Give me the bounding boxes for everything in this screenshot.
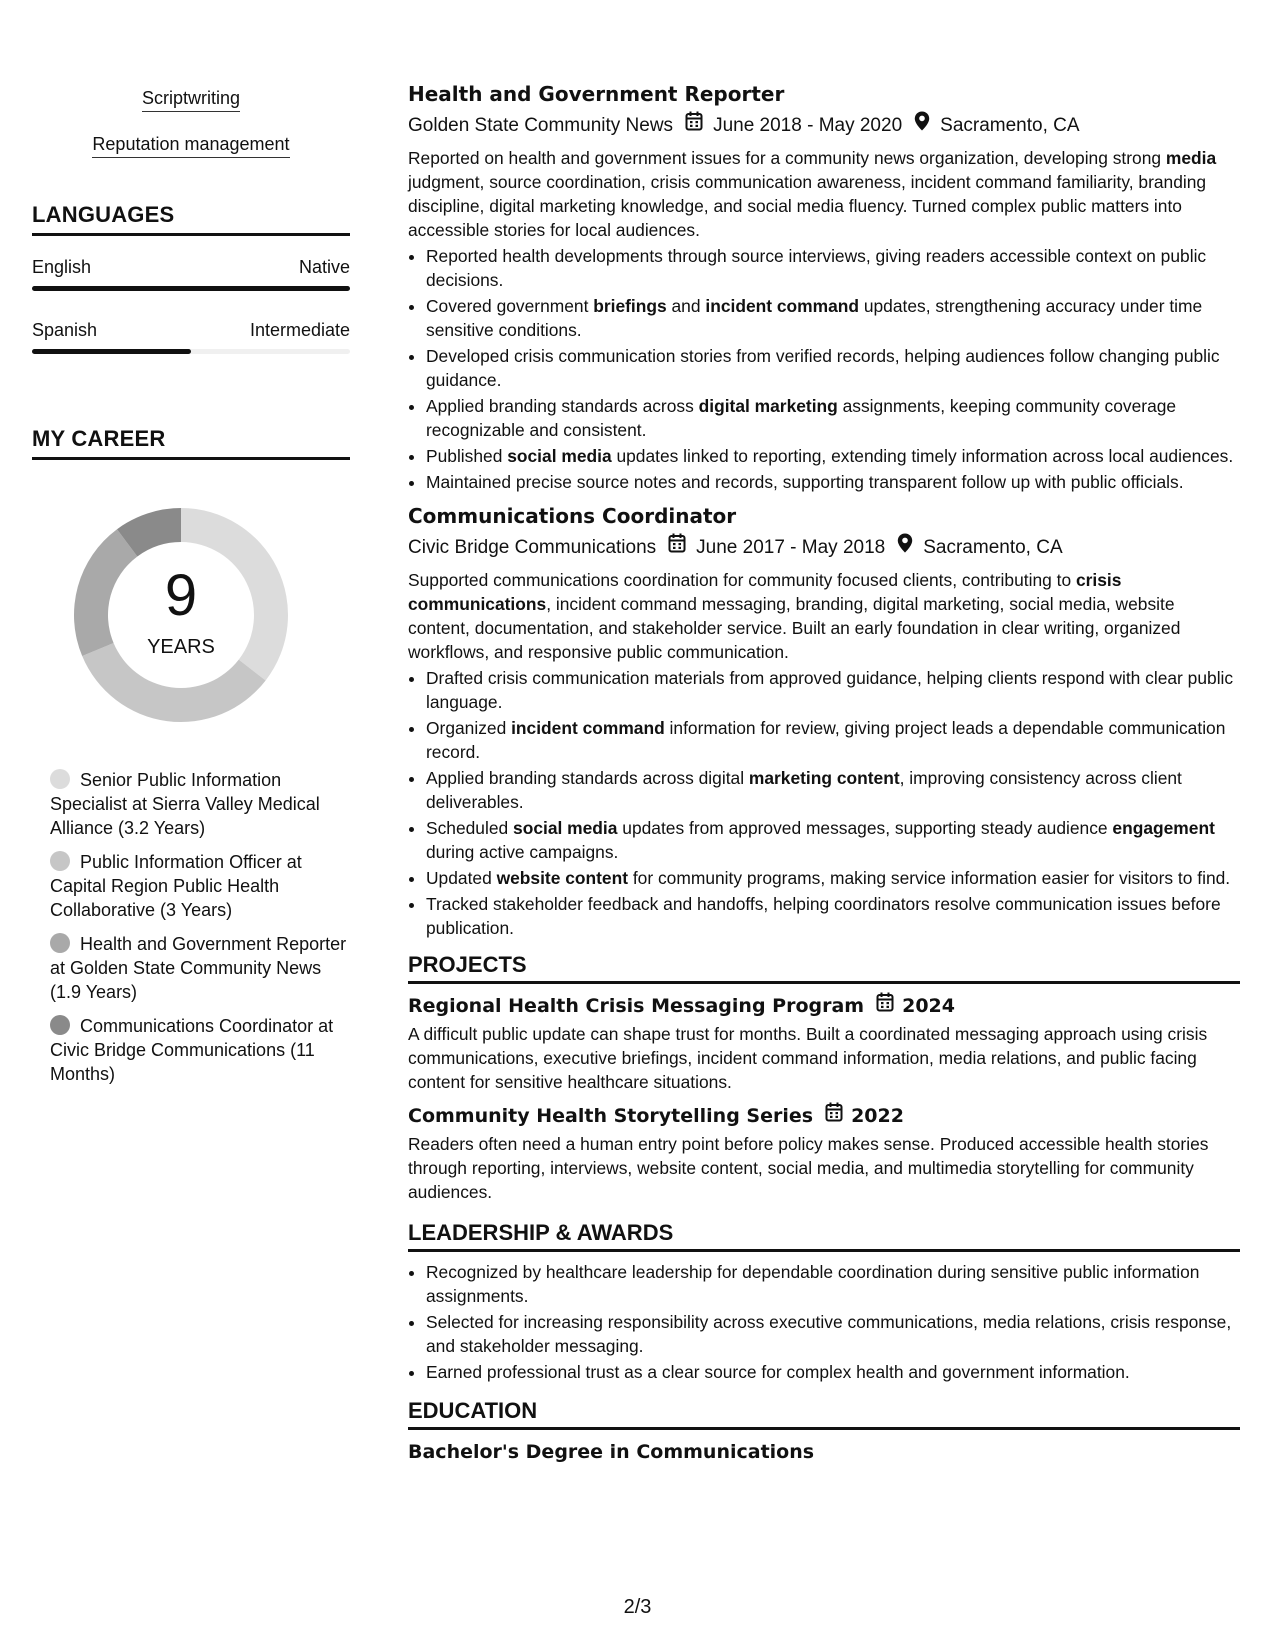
language-level-fill [32, 349, 191, 354]
text-run: Published [426, 446, 508, 466]
job-bullet [426, 244, 1240, 292]
bold-keyword: incident command [705, 296, 859, 316]
job-dates: June 2018 - May 2020 [713, 114, 903, 136]
text-run: updates, strengthening accuracy under time sensitive conditions. [426, 296, 1203, 340]
bold-keyword: briefings [593, 296, 667, 316]
map-pin-icon [897, 533, 913, 562]
project-entry [408, 1102, 1240, 1204]
job-summary [408, 568, 1240, 664]
legend-dot [50, 769, 70, 789]
career-legend-item: Communications Coordinator at Civic Bridge Communications (11 Months) [50, 1016, 334, 1084]
text-run: judgment, source coordination, crisis communication awareness, incident command familiarity, branding discipline, digital marketing knowledge, and social media fluency. Turned complex public matters into accessible stories for local audiences. [408, 172, 1207, 240]
text-run: Tracked stakeholder feedback and handoffs, helping coordinators resolve communication issues before publication. [426, 894, 1221, 938]
leadership-item: • Earned professional trust as a clear source for complex health and government information. [426, 1360, 1240, 1384]
legend-dot [50, 851, 70, 871]
job-title: Health and Government Reporter [408, 82, 785, 106]
career-legend-item: Health and Government Reporter at Golden State Community News (1.9 Years) [50, 934, 347, 1002]
text-run: Reported on health and government issues for a community news organization, developing strong [408, 148, 1166, 168]
job-company: Civic Bridge Communications [408, 536, 657, 558]
bold-keyword: social media [513, 818, 618, 838]
job-bullets [408, 666, 1240, 940]
job-bullets [408, 244, 1240, 494]
text-run: , improving consistency across client deliverables. [426, 768, 1182, 812]
language-level-bar [32, 286, 350, 291]
calendar-icon [668, 533, 686, 562]
leadership-list [408, 1260, 1240, 1384]
job-location: Sacramento, CA [940, 114, 1080, 136]
text-run: information for review, giving project leads a dependable communication record. [426, 718, 1226, 762]
project-title: Community Health Storytelling Series [408, 1105, 814, 1127]
job-bullet [426, 816, 1240, 864]
job-location: Sacramento, CA [923, 536, 1063, 558]
bold-keyword: crisis communications [408, 570, 1122, 614]
job-entry [408, 80, 1240, 494]
job-bullet [426, 716, 1240, 764]
language-level: Native [298, 257, 350, 277]
bold-keyword: digital marketing [698, 396, 838, 416]
project-entry [408, 992, 1240, 1094]
bold-keyword: incident command [511, 718, 665, 738]
bold-keyword: engagement [1112, 818, 1215, 838]
education-heading: EDUCATION [408, 1398, 1240, 1430]
text-run: Developed crisis communication stories from verified records, helping audiences follow changing public guidance. [426, 346, 1220, 390]
calendar-icon [825, 1102, 843, 1130]
job-bullet [426, 866, 1240, 890]
project-year: 2022 [851, 1105, 904, 1127]
text-run: Drafted crisis communication materials from approved guidance, helping clients respond with clear public language. [426, 668, 1234, 712]
text-run: , incident command messaging, branding, digital marketing, social media, website content, documentation, and stakeholder service. Built an early foundation in clear writing, organized workflows, and responsive public communication. [408, 594, 1181, 662]
job-bullet [426, 444, 1240, 468]
language-name: English [32, 257, 92, 277]
text-run: Scheduled [426, 818, 514, 838]
job-bullet [426, 294, 1240, 342]
job-bullet [426, 666, 1240, 714]
job-bullet [426, 344, 1240, 392]
bold-keyword: marketing content [748, 768, 900, 788]
text-run: Reported health developments through source interviews, giving readers accessible context on public decisions. [426, 246, 1207, 290]
leadership-heading: LEADERSHIP & AWARDS [408, 1220, 1240, 1252]
skill-tag: Reputation management [32, 132, 350, 158]
skill-tag: Scriptwriting [32, 86, 350, 112]
calendar-icon [685, 111, 703, 140]
job-title: Communications Coordinator [408, 504, 737, 528]
job-dates: June 2017 - May 2018 [696, 536, 886, 558]
bold-keyword: social media [507, 446, 612, 466]
bold-keyword: website content [496, 868, 629, 888]
project-title-row [408, 1102, 1240, 1130]
job-entry [408, 502, 1240, 940]
language-name: Spanish [32, 320, 98, 340]
bold-keyword: media [1165, 148, 1217, 168]
language-item [32, 256, 350, 291]
job-company: Golden State Community News [408, 114, 674, 136]
career-donut-chart [66, 500, 296, 730]
skills-list [32, 86, 350, 158]
projects-heading: PROJECTS [408, 952, 1240, 984]
text-run: Applied branding standards across [426, 396, 699, 416]
calendar-icon [876, 992, 894, 1020]
career-heading: MY CAREER [32, 426, 350, 460]
right-column [408, 80, 1240, 1466]
legend-dot [50, 933, 70, 953]
job-bullet [426, 766, 1240, 814]
job-meta [408, 111, 1240, 140]
job-bullet [426, 394, 1240, 442]
project-description: A difficult public update can shape trust for months. Built a coordinated messaging approach using crisis communications, executive briefings, incident command information, media relations, and public facing content for sensitive healthcare situations. [408, 1024, 1208, 1092]
text-run: Applied branding standards across digital [426, 768, 749, 788]
language-level: Intermediate [249, 320, 350, 340]
career-total-years: 9 [164, 563, 198, 628]
project-title: Regional Health Crisis Messaging Program [408, 995, 865, 1017]
text-run: updates from approved messages, supporting steady audience [617, 818, 1113, 838]
text-run: Updated [426, 868, 497, 888]
map-pin-icon [914, 111, 930, 140]
language-level-fill [32, 286, 350, 291]
text-run: Maintained precise source notes and records, supporting transparent follow up with public officials. [426, 472, 1184, 492]
left-column [32, 86, 350, 1096]
text-run: and [666, 296, 706, 316]
career-legend [32, 768, 350, 1086]
project-title-row [408, 992, 1240, 1020]
project-description: Readers often need a human entry point before policy makes sense. Produced accessible health stories through reporting, interviews, website content, social media, and multimedia storytelling for community audiences. [408, 1134, 1209, 1202]
text-run: Covered government [426, 296, 594, 316]
text-run: during active campaigns. [426, 842, 619, 862]
career-legend-item: Public Information Officer at Capital Region Public Health Collaborative (3 Years) [50, 852, 302, 920]
page-number: 2/3 [623, 1596, 652, 1618]
text-run: updates linked to reporting, extending timely information across local audiences. [611, 446, 1234, 466]
career-legend-item: Senior Public Information Specialist at Sierra Valley Medical Alliance (3.2 Years) [50, 770, 320, 838]
job-bullet [426, 892, 1240, 940]
career-total-unit: YEARS [147, 636, 215, 658]
project-year: 2024 [902, 995, 955, 1017]
job-summary [408, 146, 1240, 242]
leadership-item: • Selected for increasing responsibility across executive communications, media relations, crisis response, and stakeholder messaging. [426, 1310, 1240, 1358]
text-run: assignments, keeping community coverage recognizable and consistent. [426, 396, 1177, 440]
language-level-bar [32, 349, 350, 354]
language-item [32, 319, 350, 354]
text-run: Organized [426, 718, 512, 738]
education-degree: Bachelor's Degree in Communications [408, 1441, 815, 1463]
job-meta [408, 533, 1240, 562]
leadership-item: • Recognized by healthcare leadership for dependable coordination during sensitive public information assignments. [426, 1260, 1240, 1308]
text-run: Supported communications coordination for community focused clients, contributing to [408, 570, 1076, 590]
text-run: for community programs, making service information easier for visitors to find. [628, 868, 1231, 888]
job-bullet [426, 470, 1240, 494]
legend-dot [50, 1015, 70, 1035]
languages-heading: LANGUAGES [32, 202, 350, 236]
